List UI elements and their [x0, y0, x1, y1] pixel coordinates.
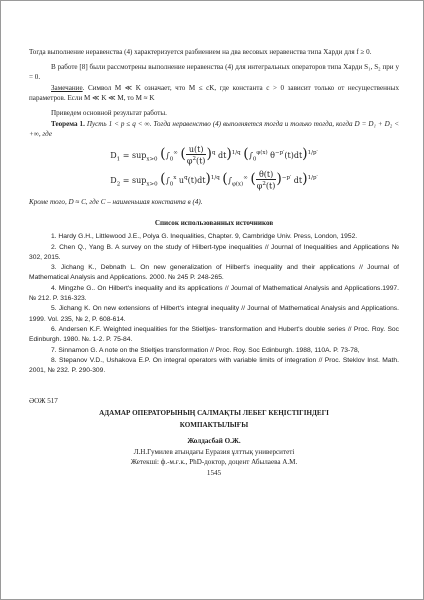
reference-item: 6. Andersen K.F. Weighted inequalities for the Stieltjes- transformation and Hubert's double series // Proc. Roy. Soc Edinburgh. 1980. №. 1-2. P. 75-84. — [29, 325, 399, 344]
intro-paragraph-3: Приведем основной результат работы. — [51, 108, 167, 117]
article-title-line-1: АДАМАР ОПЕРАТОРЫНЫҢ САЛМАҚТЫ ЛЕБЕГ КЕҢІСТІГІНДЕГІ — [99, 409, 329, 417]
reference-item: 2. Chen Q., Yang B. A survey on the study of Hilbert-type inequalities // Journal of Inequalities and Applications № 302, 2015. — [29, 243, 399, 261]
formula-d2: $D_2 = sup_{x>0}$ ($\int_0^x$ $u^q(t)dt)^{1/q}$ ($\int_{\varphi(x)}^\infty$ ( $\frac{\theta(t)}{\varphi^2(t)}$ )$^{-p'}$ dt)$^{1/p'}$ — [110, 170, 318, 192]
intro-paragraph-1: Тогда выполнение неравенства (4) характеризуется разбиением на два весовых неравенства типа Харди для f ≥ 0. — [29, 48, 372, 56]
references-list — [29, 232, 399, 376]
after-formula-text: Кроме того, D ≈ C, где C – наименьшая константа в (4). — [29, 198, 203, 207]
theorem-paragraph — [29, 119, 399, 140]
theorem-label: Теорема 1. — [51, 119, 85, 128]
remark-text: . Символ M ≪ K означает, что M ≤ cK, где константа c > 0 зависит только от несущественных параметров. Если M ≪ K ≪ M, то M ≈ K — [29, 83, 399, 103]
page-number: 1545 — [206, 468, 222, 477]
formula-d1: $D_1 = sup_{x>0}$ ($\int_0^\infty$ ( $\frac{u(t)}{\varphi^2(t)}$ )$^q$ dt)$^{1/q}$ ($\int_0^{\varphi(x)}$ $\theta^{-p'}(t)dt)^{1/p'}$ — [110, 144, 318, 166]
article-title-line-2: КОМПАКТЫЛЫҒЫ — [179, 420, 249, 429]
intro-paragraph-2: В работе [8] были рассмотрены выполнение неравенства (4) для интегральных операторов типа Харди S₁, S₂ при y = 0. — [29, 62, 399, 82]
reference-item: 3. Jichang K., Debnath L. On new generalization of Hilbert's inequality and their applications // Journal of Mathematical Analysis and Applications. 2000. № 245 P. 248-265. — [29, 264, 399, 282]
udk-code: ӘОЖ 517 — [29, 397, 58, 406]
reference-item: 5. Jichang K. On new extensions of Hilbert's integral inequality // Journal of Mathematical Analysis and Applications. 1999. Vol. 235, № 2, P. 608-614. — [29, 305, 399, 323]
theorem-text: Пусть 1 < p ≤ q < ∞. Тогда неравенство (4) выполняется тогда и только тогда, когда D = D₁ + D₂ < +∞, где — [29, 119, 399, 139]
reference-item: 7. Sinnamon G. A note on the Stieltjes transformation // Proc. Roy. Soc Edinburgh. 1988, 110A. P. 73-78, — [51, 346, 360, 354]
reference-item: 4. Mingzhe G.. On Hilbert's inequality and its applications // Journal of Mathematical Analysis and Applications.1997. № 212. P. 316-323. — [29, 284, 399, 303]
supervisor-line: Жетекші: ф.-м.ғ.к., PhD-доктор, доцент Абылаева А.М. — [130, 458, 298, 467]
reference-item: 1. Hardy G.H., Littlewood J.E., Polya G. Inequalities, Chapter. 9, Cambridge Univ. Press, London, 1952. — [51, 233, 358, 241]
author-affiliation: Л.Н.Гумилев атындағы Еуразия ұлттық университеті — [133, 447, 295, 456]
page-content — [29, 47, 399, 479]
reference-item: 8. Stepanov V.D., Ushakova E.P. On integral operators with variable limits of integration // Proc. Steklov Inst. Math. 2001, № 232. P. 290-309. — [29, 356, 399, 375]
author-name: Жолдасбай О.Ж. — [187, 437, 241, 446]
remark-label: Замечание — [51, 83, 83, 92]
references-heading: Список использованных источников — [154, 218, 274, 227]
remark-paragraph — [29, 83, 399, 104]
